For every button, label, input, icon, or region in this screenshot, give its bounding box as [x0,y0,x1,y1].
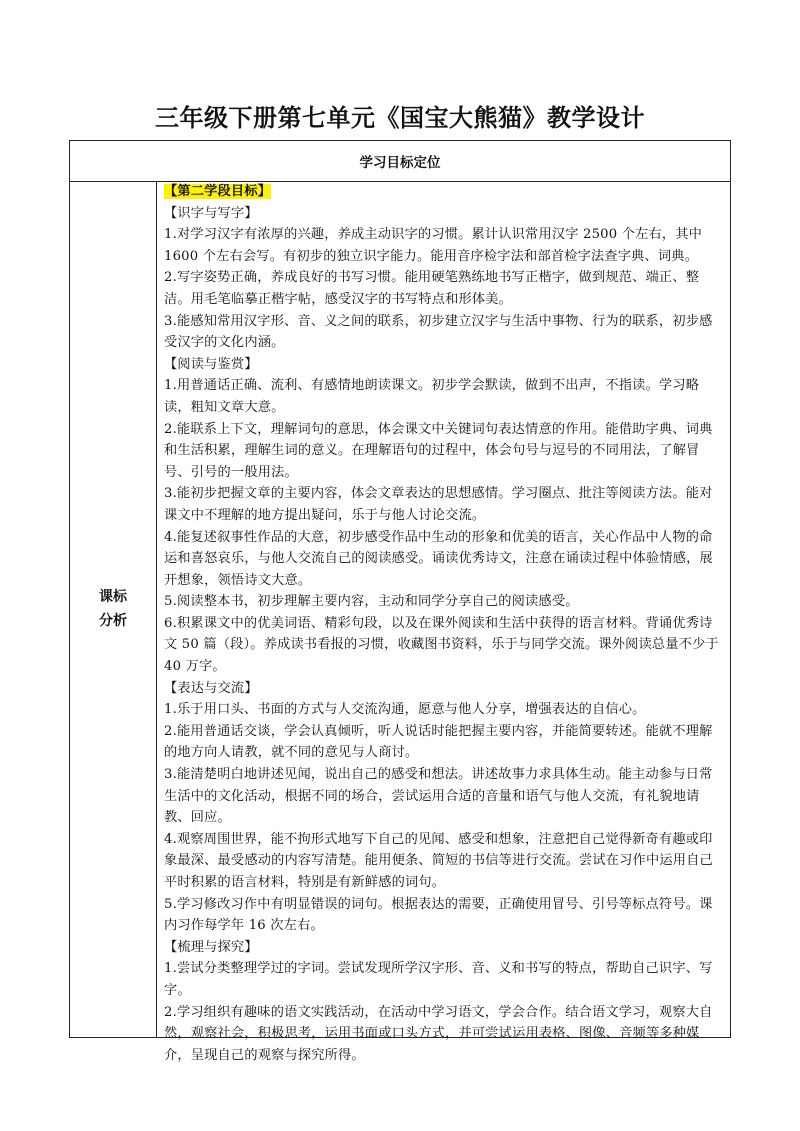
paragraph: 2.能用普通话交谈，学会认真倾听，听人说话时能把握主要内容，并能简要转述。能就不理解的地方向人请教，就不同的意见与人商讨。 [164,723,713,761]
paragraph: 4.观察周围世界，能不拘形式地写下自己的见闻、感受和想象，注意把自己觉得新奇有趣或印象最深、最受感动的内容写清楚。能用便条、简短的书信等进行交流。尝试在习作中运用自己平时积累的语言材料，特别是有新鲜感的词句。 [164,831,713,890]
paragraph: 5.学习修改习作中有明显错误的词句。根据表达的需要，正确使用冒号、引号等标点符号。课内习作每学年 16 次左右。 [164,896,713,934]
paragraph: 1.尝试分类整理学过的字词。尝试发现所学汉字形、音、义和书写的特点，帮助自己识字、写字。 [164,961,713,998]
row-label-line2: 分析 [99,613,127,629]
paragraph: 3.能感知常用汉字形、音、义之间的联系，初步建立汉字与生活中事物、行为的联系，初步感受汉字的文化内涵。 [164,313,713,351]
paragraph: 2.写字姿势正确，养成良好的书写习惯。能用硬笔熟练地书写正楷字，做到规范、端正、整洁。用毛笔临摹正楷字帖，感受汉字的书写特点和形体美。 [164,270,700,307]
stage-goal-heading: 【第二学段目标】 [164,184,272,199]
content-cell [157,181,730,1063]
paragraph: 1.乐于用口头、书面的方式与人交流沟通，愿意与他人分享，增强表达的自信心。 [164,702,646,718]
paragraph: 3.能初步把握文章的主要内容，体会文章表达的思想感情。学习圈点、批注等阅读方法。能对课文中不理解的地方提出疑问，乐于与他人讨论交流。 [164,486,713,523]
paragraph: 【表达与交流】 [164,680,258,696]
paragraph: 1.用普通话正确、流利、有感情地朗读课文。初步学会默读，做到不出声，不指读。学习略读，粗知文章大意。 [164,378,700,415]
paragraph: 5.阅读整本书，初步理解主要内容，主动和同学分享自己的阅读感受。 [164,594,579,610]
row-label-line1: 课标 [99,589,127,605]
paragraph: 4.能复述叙事性作品的大意，初步感受作品中生动的形象和优美的语言，关心作品中人物的命运和喜怒哀乐，与他人交流自己的阅读感受。诵读优秀诗文，注意在诵读过程中体验情感，展开想象，领悟诗文大意。 [164,529,713,588]
paragraph: 【识字与写字】 [164,205,258,221]
section-header: 学习目标定位 [70,141,730,182]
paragraph: 2.能联系上下文，理解词句的意思，体会课文中关键词句表达情意的作用。能借助字典、词典和生活积累，理解生词的意义。在理解语句的过程中，体会句号与逗号的不同用法，了解冒号、引号的一般用法。 [164,421,713,480]
paragraph: 【阅读与鉴赏】 [164,356,258,372]
page-title: 三年级下册第七单元《国宝大熊猫》教学设计 [155,104,645,132]
paragraph: 2.学习组织有趣味的语文实践活动，在活动中学习语文，学会合作。结合语文学习，观察大自然，观察社会，积极思考，运用书面或口头方式，并可尝试运用表格、图像、音频等多种媒介，呈现自己的观察与探究所得。 [164,1004,713,1063]
lesson-plan-table [69,140,731,1063]
paragraph: 1.对学习汉字有浓厚的兴趣，养成主动识字的习惯。累计认识常用汉字 2500 个左右，其中 1600 个左右会写。有初步的独立识字能力。能用音序检字法和部首检字法查字典、词典。 [164,227,703,264]
row-label-cell [70,181,157,1037]
curriculum-analysis-row [70,181,730,1063]
paragraph: 【梳理与探究】 [164,939,258,955]
paragraph: 3.能清楚明白地讲述见闻，说出自己的感受和想法。讲述故事力求具体生动。能主动参与日常生活中的文化活动，根据不同的场合，尝试运用合适的音量和语气与他人交流，有礼貌地请教、回应。 [164,767,713,826]
paragraph: 6.积累课文中的优美词语、精彩句段，以及在课外阅读和生活中获得的语言材料。背诵优秀诗文 50 篇（段）。养成读书看报的习惯，收藏图书资料，乐于与同学交流。课外阅读总量不少于 40 万字。 [164,615,719,675]
